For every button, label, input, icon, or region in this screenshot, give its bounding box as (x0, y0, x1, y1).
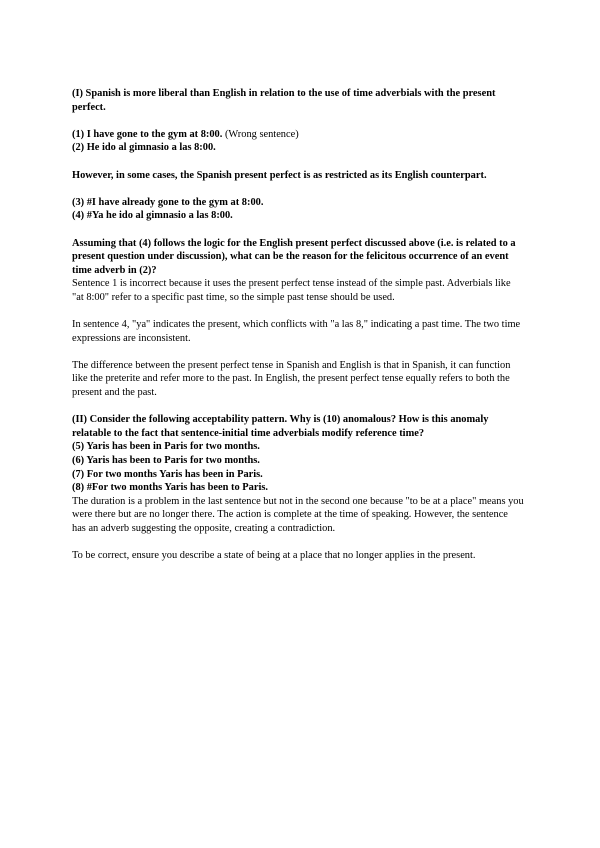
section1-answer-1: Sentence 1 is incorrect because it uses the present perfect tense instead of the simple past. Adverbials like "at 8:00" refer to a specific past time, so the simple past tense should be used. (72, 278, 511, 303)
document-body (72, 87, 524, 563)
section1-answer-3: The difference between the present perfect tense in Spanish and English is that in Spanish, it can function like the preterite and refer more to the past. In English, the present perfect tense equally refers to both the present and the past. (72, 359, 511, 399)
example-5: (5) Yaris has been in Paris for two months. (72, 441, 260, 453)
example-3: (3) #I have already gone to the gym at 8:00. (72, 196, 264, 208)
section2-answer-2: To be correct, ensure you describe a state of being at a place that no longer applies in the present. (72, 550, 476, 562)
section1-answer-2: In sentence 4, "ya" indicates the present, which conflicts with "a las 8," indicating a past time. The two time expressions are inconsistent. (72, 319, 521, 344)
example-6: (6) Yaris has been to Paris for two months. (72, 455, 260, 467)
section2-answer-1: The duration is a problem in the last sentence but not in the second one because "to be at a place" means you were there but are no longer there. The action is complete at the time of speaking. However, the sentence has an adverb suggesting the opposite, creating a contradiction. (72, 495, 524, 534)
example-1-note: (Wrong sentence) (222, 128, 299, 140)
example-4: (4) #Ya he ido al gimnasio a las 8:00. (72, 210, 233, 222)
section1-question: Assuming that (4) follows the logic for the English present perfect discussed above (i.e. is related to a present question under discussion), what can be the reason for the felicitous occurrence of an event time adverb in (2)? (72, 237, 516, 276)
example-2: (2) He ido al gimnasio a las 8:00. (72, 142, 216, 154)
section2-question: (II) Consider the following acceptability pattern. Why is (10) anomalous? How is this anomaly relatable to the fact that sentence-initial time adverbials modify reference time? (72, 414, 489, 439)
section1-heading: (I) Spanish is more liberal than English in relation to the use of time adverbials with the present perfect. (72, 88, 496, 113)
example-7: (7) For two months Yaris has been in Paris. (72, 468, 263, 480)
however-statement: However, in some cases, the Spanish present perfect is as restricted as its English counterpart. (72, 169, 487, 181)
example-8: (8) #For two months Yaris has been to Paris. (72, 482, 268, 494)
example-1-text: (1) I have gone to the gym at 8:00. (72, 128, 223, 140)
example-1 (72, 128, 524, 142)
